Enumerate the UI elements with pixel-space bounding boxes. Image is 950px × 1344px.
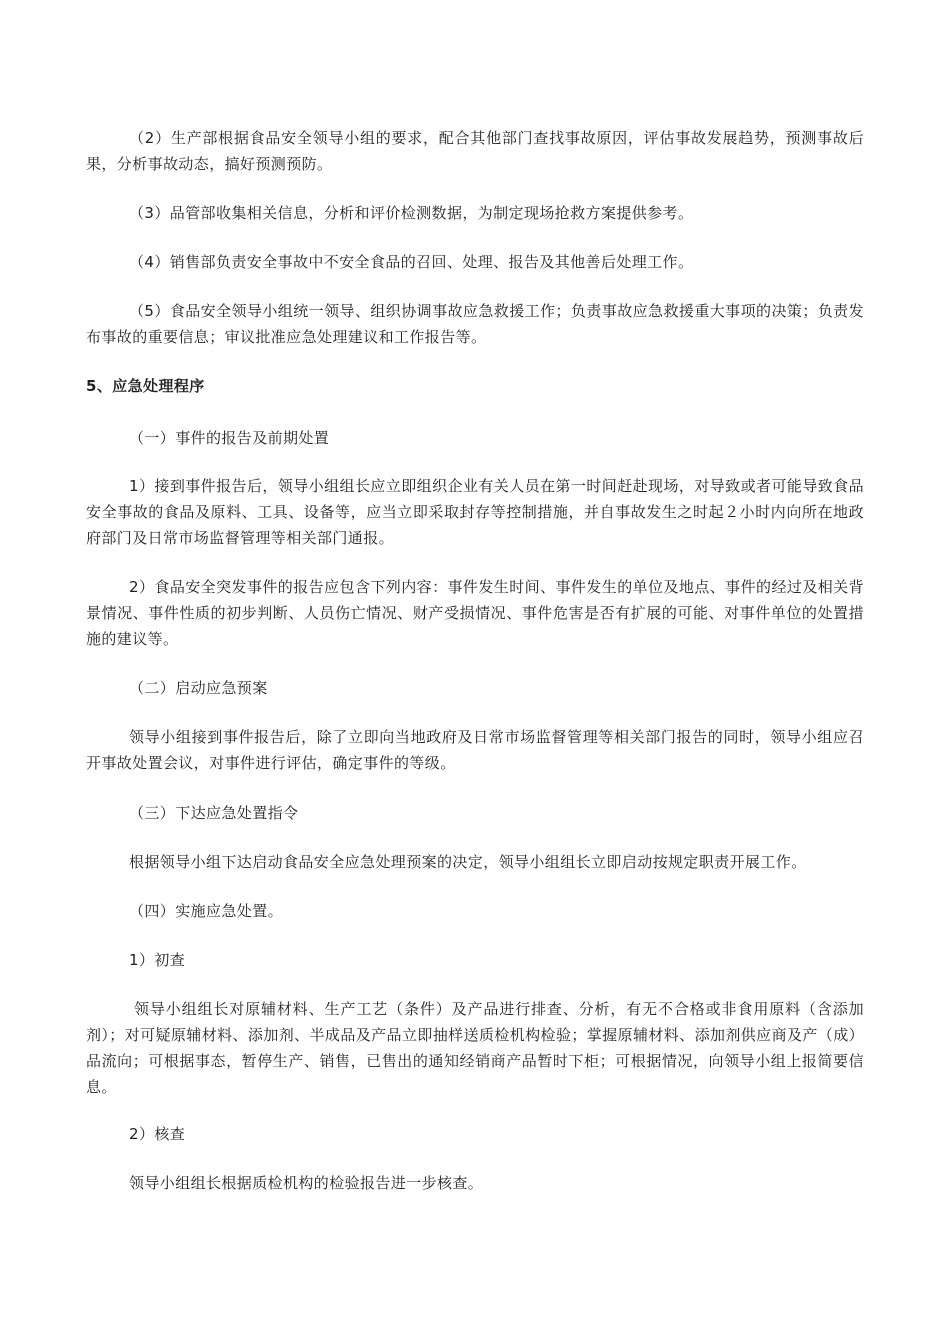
- subheading-issue-order: （三）下达应急处置指令: [129, 804, 299, 822]
- paragraph-issue-order: 根据领导小组下达启动食品安全应急处理预案的决定，领导小组组长立即启动按规定职责开展工作。: [129, 853, 807, 871]
- subheading-report-initial: （一）事件的报告及前期处置: [129, 429, 330, 447]
- paragraph-sales-dept: （4）销售部负责安全事故中不安全食品的召回、处理、报告及其他善后处理工作。: [129, 253, 694, 271]
- paragraph-production-dept: （2）生产部根据食品安全领导小组的要求，配合其他部门查找事故原因，评估事故发展趋势，预测事故后果，分析事故动态，搞好预测预防。: [86, 129, 864, 173]
- paragraph-verify: 领导小组组长根据质检机构的检验报告进一步核查。: [129, 1174, 484, 1192]
- section-heading: 5、应急处理程序: [86, 377, 205, 395]
- paragraph-start-plan: 领导小组接到事件报告后，除了立即向当地政府及日常市场监督管理等相关部门报告的同时，领导小组应召开事故处置会议，对事件进行评估，确定事件的等级。: [86, 728, 864, 772]
- paragraph-initial-check: 领导小组组长对原辅材料、生产工艺（条件）及产品进行排查、分析，有无不合格或非食用原料（含添加剂）；对可疑原辅材料、添加剂、半成品及产品立即抽样送质检机构检验；掌握原辅材料、添加剂供应商及产（成）品流向；可根据事态，暂停生产、销售，已售出的通知经销商产品暂时下柜；可根据情况，向领导小组上报简要信息。: [86, 1000, 864, 1096]
- paragraph-report-step-1: 1）接到事件报告后，领导小组组长应立即组织企业有关人员在第一时间赶赴现场，对导致或者可能导致食品安全事故的食品及原料、工具、设备等，应当立即采取封存等控制措施，并自事故发生之时起２小时内向所在地政府部门及日常市场监督管理等相关部门通报。: [86, 477, 864, 547]
- paragraph-report-step-2: 2）食品安全突发事件的报告应包含下列内容：事件发生时间、事件发生的单位及地点、事件的经过及相关背景情况、事件性质的初步判断、人员伤亡情况、财产受损情况、事件危害是否有扩展的可能、对事件单位的处置措施的建议等。: [86, 578, 864, 648]
- paragraph-quality-dept: （3）品管部收集相关信息，分析和评价检测数据，为制定现场抢救方案提供参考。: [129, 204, 694, 222]
- subheading-start-plan: （二）启动应急预案: [129, 679, 268, 697]
- subheading-verify: 2）核查: [129, 1125, 186, 1143]
- subheading-initial-check: 1）初查: [129, 951, 186, 969]
- subheading-implement: （四）实施应急处置。: [129, 902, 284, 920]
- paragraph-leadership-group: （5）食品安全领导小组统一领导、组织协调事故应急救援工作；负责事故应急救援重大事项的决策；负责发布事故的重要信息；审议批准应急处理建议和工作报告等。: [86, 302, 864, 346]
